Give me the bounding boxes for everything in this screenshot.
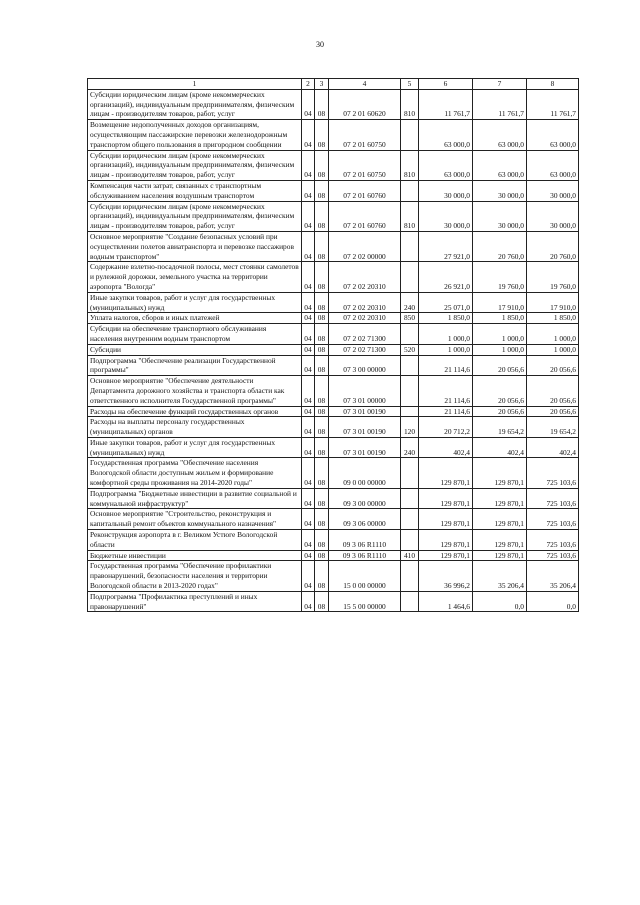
subsection-code-cell: 08 (315, 120, 329, 150)
table-row (88, 355, 579, 376)
amount-col6-cell: 30 000,0 (419, 180, 473, 201)
section-code-cell: 04 (302, 550, 315, 561)
row-name-cell: Подпрограмма "Обеспечение реализации Государственной программы" (88, 355, 302, 376)
section-code-cell: 04 (302, 437, 315, 458)
column-header: 6 (419, 79, 473, 90)
amount-col8-cell: 725 103,6 (527, 550, 579, 561)
amount-col6-cell: 11 761,7 (419, 89, 473, 119)
expense-type-cell (401, 406, 419, 417)
target-article-cell: 07 2 01 60750 (329, 150, 401, 180)
amount-col7-cell: 30 000,0 (473, 201, 527, 231)
table-row (88, 509, 579, 530)
expense-type-cell: 240 (401, 437, 419, 458)
amount-col6-cell: 63 000,0 (419, 120, 473, 150)
expense-type-cell (401, 120, 419, 150)
subsection-code-cell: 08 (315, 591, 329, 612)
amount-col8-cell: 19 654,2 (527, 417, 579, 438)
amount-col8-cell: 63 000,0 (527, 150, 579, 180)
amount-col6-cell: 1 464,6 (419, 591, 473, 612)
subsection-code-cell: 08 (315, 324, 329, 345)
row-name-cell: Основное мероприятие "Строительство, реконструкция и капитальный ремонт объектов коммунального назначения" (88, 509, 302, 530)
amount-col8-cell: 63 000,0 (527, 120, 579, 150)
expense-type-cell: 810 (401, 89, 419, 119)
expense-type-cell (401, 355, 419, 376)
target-article-cell: 15 5 00 00000 (329, 591, 401, 612)
subsection-code-cell: 08 (315, 201, 329, 231)
amount-col7-cell: 63 000,0 (473, 120, 527, 150)
amount-col8-cell: 19 760,0 (527, 262, 579, 292)
amount-col8-cell: 725 103,6 (527, 488, 579, 509)
row-name-cell: Субсидии на обеспечение транспортного обслуживания населения внутренним водным транспортом (88, 324, 302, 345)
expense-type-cell (401, 561, 419, 591)
amount-col6-cell: 26 921,0 (419, 262, 473, 292)
target-article-cell: 07 2 02 71300 (329, 324, 401, 345)
amount-col7-cell: 129 870,1 (473, 458, 527, 488)
row-name-cell: Возмещение недополученных доходов организациям, осуществляющим пассажирские перевозки железнодорожным транспортом общего пользования в пригородном сообщении (88, 120, 302, 150)
page-number: 30 (316, 40, 324, 49)
section-code-cell: 04 (302, 150, 315, 180)
amount-col7-cell: 63 000,0 (473, 150, 527, 180)
row-name-cell: Компенсация части затрат, связанных с транспортным обслуживанием населения воздушным транспортом (88, 180, 302, 201)
amount-col8-cell: 1 850,0 (527, 313, 579, 324)
target-article-cell: 09 3 06 R1110 (329, 530, 401, 551)
column-header: 5 (401, 79, 419, 90)
amount-col7-cell: 20 056,6 (473, 355, 527, 376)
section-code-cell: 04 (302, 488, 315, 509)
target-article-cell: 09 3 00 00000 (329, 488, 401, 509)
amount-col6-cell: 402,4 (419, 437, 473, 458)
section-code-cell: 04 (302, 458, 315, 488)
amount-col8-cell: 20 056,6 (527, 376, 579, 406)
expense-type-cell (401, 509, 419, 530)
subsection-code-cell: 08 (315, 561, 329, 591)
target-article-cell: 07 3 01 00190 (329, 406, 401, 417)
amount-col8-cell: 30 000,0 (527, 180, 579, 201)
target-article-cell: 07 3 01 00190 (329, 437, 401, 458)
amount-col6-cell: 1 000,0 (419, 324, 473, 345)
amount-col7-cell: 1 000,0 (473, 344, 527, 355)
budget-table (87, 78, 579, 612)
amount-col6-cell: 63 000,0 (419, 150, 473, 180)
amount-col8-cell: 725 103,6 (527, 509, 579, 530)
column-header: 3 (315, 79, 329, 90)
row-name-cell: Субсидии юридическим лицам (кроме некоммерческих организаций), индивидуальным предпринимателям, физическим лицам - производителям товаров, работ, услуг (88, 89, 302, 119)
amount-col7-cell: 19 760,0 (473, 262, 527, 292)
amount-col8-cell: 1 000,0 (527, 344, 579, 355)
target-article-cell: 07 2 01 60760 (329, 201, 401, 231)
target-article-cell: 09 3 06 R1110 (329, 550, 401, 561)
amount-col7-cell: 20 760,0 (473, 231, 527, 261)
amount-col8-cell: 11 761,7 (527, 89, 579, 119)
table-row (88, 530, 579, 551)
table-row (88, 488, 579, 509)
amount-col6-cell: 1 000,0 (419, 344, 473, 355)
amount-col7-cell: 129 870,1 (473, 509, 527, 530)
target-article-cell: 07 3 00 00000 (329, 355, 401, 376)
target-article-cell: 07 2 02 00000 (329, 231, 401, 261)
subsection-code-cell: 08 (315, 89, 329, 119)
target-article-cell: 07 2 02 20310 (329, 262, 401, 292)
column-header: 7 (473, 79, 527, 90)
row-name-cell: Основное мероприятие "Обеспечение деятельности Департамента дорожного хозяйства и транспорта области как ответственного исполнителя Государственной программы" (88, 376, 302, 406)
table-row (88, 201, 579, 231)
table-row (88, 550, 579, 561)
section-code-cell: 04 (302, 561, 315, 591)
table-row (88, 437, 579, 458)
row-name-cell: Основное мероприятие "Создание безопасных условий при осуществлении полетов авиатранспорта и перевозке пассажиров водным транспортом" (88, 231, 302, 261)
table-row (88, 231, 579, 261)
amount-col6-cell: 20 712,2 (419, 417, 473, 438)
column-header: 1 (88, 79, 302, 90)
amount-col7-cell: 1 850,0 (473, 313, 527, 324)
amount-col7-cell: 17 910,0 (473, 292, 527, 313)
expense-type-cell (401, 324, 419, 345)
subsection-code-cell: 08 (315, 509, 329, 530)
table-row (88, 344, 579, 355)
amount-col6-cell: 129 870,1 (419, 458, 473, 488)
expense-type-cell: 240 (401, 292, 419, 313)
amount-col6-cell: 21 114,6 (419, 406, 473, 417)
subsection-code-cell: 08 (315, 180, 329, 201)
amount-col7-cell: 20 056,6 (473, 376, 527, 406)
section-code-cell: 04 (302, 292, 315, 313)
subsection-code-cell: 08 (315, 406, 329, 417)
subsection-code-cell: 08 (315, 488, 329, 509)
section-code-cell: 04 (302, 344, 315, 355)
table-row (88, 313, 579, 324)
section-code-cell: 04 (302, 120, 315, 150)
column-header: 8 (527, 79, 579, 90)
section-code-cell: 04 (302, 89, 315, 119)
table-row (88, 458, 579, 488)
section-code-cell: 04 (302, 417, 315, 438)
section-code-cell: 04 (302, 231, 315, 261)
table-row (88, 292, 579, 313)
subsection-code-cell: 08 (315, 262, 329, 292)
row-name-cell: Субсидии юридическим лицам (кроме некоммерческих организаций), индивидуальным предпринимателям, физическим лицам - производителям товаров, работ, услуг (88, 150, 302, 180)
target-article-cell: 07 2 01 60760 (329, 180, 401, 201)
subsection-code-cell: 08 (315, 530, 329, 551)
expense-type-cell (401, 591, 419, 612)
target-article-cell: 07 2 01 60620 (329, 89, 401, 119)
section-code-cell: 04 (302, 530, 315, 551)
target-article-cell: 07 2 02 20310 (329, 313, 401, 324)
subsection-code-cell: 08 (315, 550, 329, 561)
row-name-cell: Субсидии (88, 344, 302, 355)
amount-col7-cell: 19 654,2 (473, 417, 527, 438)
row-name-cell: Подпрограмма "Профилактика преступлений и иных правонарушений" (88, 591, 302, 612)
subsection-code-cell: 08 (315, 150, 329, 180)
column-header: 4 (329, 79, 401, 90)
row-name-cell: Бюджетные инвестиции (88, 550, 302, 561)
amount-col6-cell: 129 870,1 (419, 488, 473, 509)
amount-col8-cell: 0,0 (527, 591, 579, 612)
target-article-cell: 07 3 01 00190 (329, 417, 401, 438)
table-row (88, 324, 579, 345)
amount-col7-cell: 35 206,4 (473, 561, 527, 591)
row-name-cell: Содержание взлетно-посадочной полосы, мест стоянки самолетов и рулежной дорожки, земельного участка на территории аэропорта "Вологда" (88, 262, 302, 292)
amount-col6-cell: 21 114,6 (419, 355, 473, 376)
section-code-cell: 04 (302, 591, 315, 612)
amount-col8-cell: 725 103,6 (527, 458, 579, 488)
amount-col7-cell: 129 870,1 (473, 488, 527, 509)
expense-type-cell: 120 (401, 417, 419, 438)
row-name-cell: Расходы на обеспечение функций государственных органов (88, 406, 302, 417)
section-code-cell: 04 (302, 201, 315, 231)
subsection-code-cell: 08 (315, 355, 329, 376)
amount-col8-cell: 17 910,0 (527, 292, 579, 313)
table-row (88, 417, 579, 438)
table-row (88, 262, 579, 292)
table-row (88, 150, 579, 180)
section-code-cell: 04 (302, 355, 315, 376)
subsection-code-cell: 08 (315, 376, 329, 406)
subsection-code-cell: 08 (315, 231, 329, 261)
amount-col8-cell: 35 206,4 (527, 561, 579, 591)
amount-col6-cell: 27 921,0 (419, 231, 473, 261)
amount-col8-cell: 20 760,0 (527, 231, 579, 261)
column-header: 2 (302, 79, 315, 90)
row-name-cell: Государственная программа "Обеспечение профилактики правонарушений, безопасности населения и территории Вологодской области в 2013-2020 годах" (88, 561, 302, 591)
section-code-cell: 04 (302, 376, 315, 406)
subsection-code-cell: 08 (315, 313, 329, 324)
target-article-cell: 15 0 00 00000 (329, 561, 401, 591)
amount-col7-cell: 0,0 (473, 591, 527, 612)
expense-type-cell: 520 (401, 344, 419, 355)
row-name-cell: Государственная программа "Обеспечение населения Вологодской области доступным жильем и формирование комфортной среды проживания на 2014-2020 годы" (88, 458, 302, 488)
subsection-code-cell: 08 (315, 437, 329, 458)
expense-type-cell (401, 530, 419, 551)
target-article-cell: 07 2 02 20310 (329, 292, 401, 313)
target-article-cell: 07 2 01 60750 (329, 120, 401, 150)
row-name-cell: Подпрограмма "Бюджетные инвестиции в развитие социальной и коммунальной инфраструктур" (88, 488, 302, 509)
subsection-code-cell: 08 (315, 417, 329, 438)
row-name-cell: Иные закупки товаров, работ и услуг для государственных (муниципальных) нужд (88, 292, 302, 313)
expense-type-cell (401, 376, 419, 406)
expense-type-cell: 810 (401, 150, 419, 180)
table-row (88, 561, 579, 591)
amount-col7-cell: 1 000,0 (473, 324, 527, 345)
expense-type-cell: 850 (401, 313, 419, 324)
amount-col6-cell: 36 996,2 (419, 561, 473, 591)
amount-col8-cell: 20 056,6 (527, 355, 579, 376)
expense-type-cell (401, 231, 419, 261)
subsection-code-cell: 08 (315, 458, 329, 488)
expense-type-cell (401, 458, 419, 488)
section-code-cell: 04 (302, 262, 315, 292)
section-code-cell: 04 (302, 180, 315, 201)
table-row (88, 406, 579, 417)
target-article-cell: 09 0 00 00000 (329, 458, 401, 488)
expense-type-cell: 810 (401, 201, 419, 231)
amount-col7-cell: 30 000,0 (473, 180, 527, 201)
amount-col8-cell: 20 056,6 (527, 406, 579, 417)
amount-col7-cell: 11 761,7 (473, 89, 527, 119)
target-article-cell: 07 3 01 00000 (329, 376, 401, 406)
amount-col7-cell: 402,4 (473, 437, 527, 458)
row-name-cell: Реконструкция аэропорта в г. Великом Устюге Вологодской области (88, 530, 302, 551)
expense-type-cell (401, 488, 419, 509)
table-row (88, 591, 579, 612)
amount-col8-cell: 30 000,0 (527, 201, 579, 231)
amount-col7-cell: 129 870,1 (473, 530, 527, 551)
amount-col6-cell: 25 071,0 (419, 292, 473, 313)
amount-col6-cell: 129 870,1 (419, 550, 473, 561)
target-article-cell: 07 2 02 71300 (329, 344, 401, 355)
row-name-cell: Уплата налогов, сборов и иных платежей (88, 313, 302, 324)
amount-col7-cell: 129 870,1 (473, 550, 527, 561)
row-name-cell: Иные закупки товаров, работ и услуг для государственных (муниципальных) нужд (88, 437, 302, 458)
table-header-row (88, 79, 579, 90)
section-code-cell: 04 (302, 406, 315, 417)
table-row (88, 376, 579, 406)
amount-col6-cell: 129 870,1 (419, 509, 473, 530)
amount-col7-cell: 20 056,6 (473, 406, 527, 417)
amount-col6-cell: 30 000,0 (419, 201, 473, 231)
row-name-cell: Субсидии юридическим лицам (кроме некоммерческих организаций), индивидуальным предпринимателям, физическим лицам - производителям товаров, работ, услуг (88, 201, 302, 231)
table-row (88, 120, 579, 150)
table-body (88, 89, 579, 612)
table-row (88, 180, 579, 201)
amount-col8-cell: 402,4 (527, 437, 579, 458)
amount-col8-cell: 1 000,0 (527, 324, 579, 345)
amount-col6-cell: 129 870,1 (419, 530, 473, 551)
subsection-code-cell: 08 (315, 344, 329, 355)
target-article-cell: 09 3 06 00000 (329, 509, 401, 530)
row-name-cell: Расходы на выплаты персоналу государственных (муниципальных) органов (88, 417, 302, 438)
section-code-cell: 04 (302, 324, 315, 345)
section-code-cell: 04 (302, 509, 315, 530)
table-row (88, 89, 579, 119)
expense-type-cell (401, 262, 419, 292)
amount-col6-cell: 1 850,0 (419, 313, 473, 324)
section-code-cell: 04 (302, 313, 315, 324)
subsection-code-cell: 08 (315, 292, 329, 313)
expense-type-cell: 410 (401, 550, 419, 561)
amount-col8-cell: 725 103,6 (527, 530, 579, 551)
expense-type-cell (401, 180, 419, 201)
amount-col6-cell: 21 114,6 (419, 376, 473, 406)
